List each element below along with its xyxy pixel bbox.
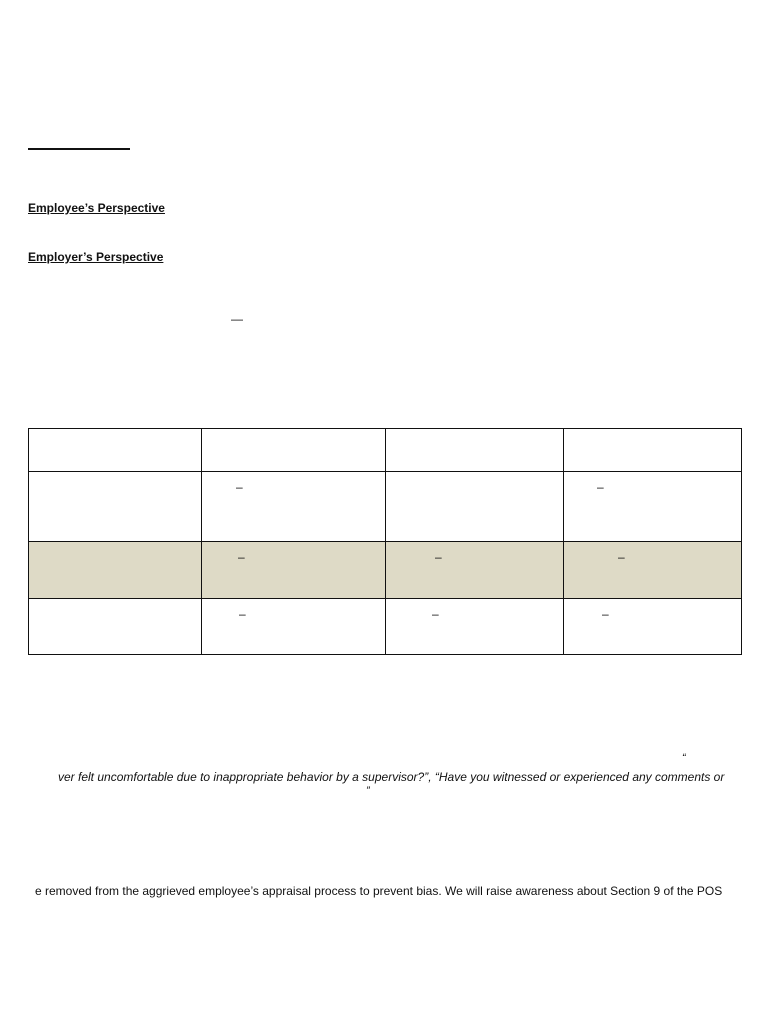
- table-cell: [29, 542, 202, 599]
- cell-dash: –: [238, 550, 245, 564]
- cell-dash: –: [236, 480, 243, 494]
- table-cell: [29, 599, 202, 655]
- table-row: [29, 542, 742, 599]
- cell-dash: –: [602, 607, 609, 621]
- cell-dash: –: [597, 480, 604, 494]
- table-cell: [202, 542, 386, 599]
- table-row: [29, 472, 742, 542]
- table-cell: [202, 599, 386, 655]
- cell-dash: –: [239, 607, 246, 621]
- table-row: [29, 429, 742, 472]
- table-cell: [386, 542, 564, 599]
- survey-open-quote: “: [682, 752, 686, 764]
- table-cell: [386, 599, 564, 655]
- table-cell: [29, 429, 202, 472]
- body-text-line: e removed from the aggrieved employee’s appraisal process to prevent bias. We will raise awareness about Section 9 of the POS: [35, 884, 723, 898]
- table-cell: [29, 472, 202, 542]
- cell-dash: –: [618, 550, 625, 564]
- standalone-dash: —: [231, 312, 243, 326]
- table-cell: [202, 472, 386, 542]
- table-cell: [564, 542, 742, 599]
- employee-perspective-heading: Employee’s Perspective: [28, 201, 165, 215]
- table-cell: [564, 429, 742, 472]
- comparison-table: [28, 428, 742, 655]
- table-cell: [564, 472, 742, 542]
- table-cell: [386, 472, 564, 542]
- section-title-underline: [28, 148, 130, 150]
- table-row: [29, 599, 742, 655]
- cell-dash: –: [432, 607, 439, 621]
- survey-question-text: ver felt uncomfortable due to inappropriate behavior by a supervisor?”, “Have you witnessed or experienced any comments or: [58, 770, 725, 784]
- table-cell: [564, 599, 742, 655]
- cell-dash: –: [435, 550, 442, 564]
- table-cell: [386, 429, 564, 472]
- employer-perspective-heading: Employer’s Perspective: [28, 250, 164, 264]
- survey-close-quote: ”: [366, 785, 370, 797]
- table-cell: [202, 429, 386, 472]
